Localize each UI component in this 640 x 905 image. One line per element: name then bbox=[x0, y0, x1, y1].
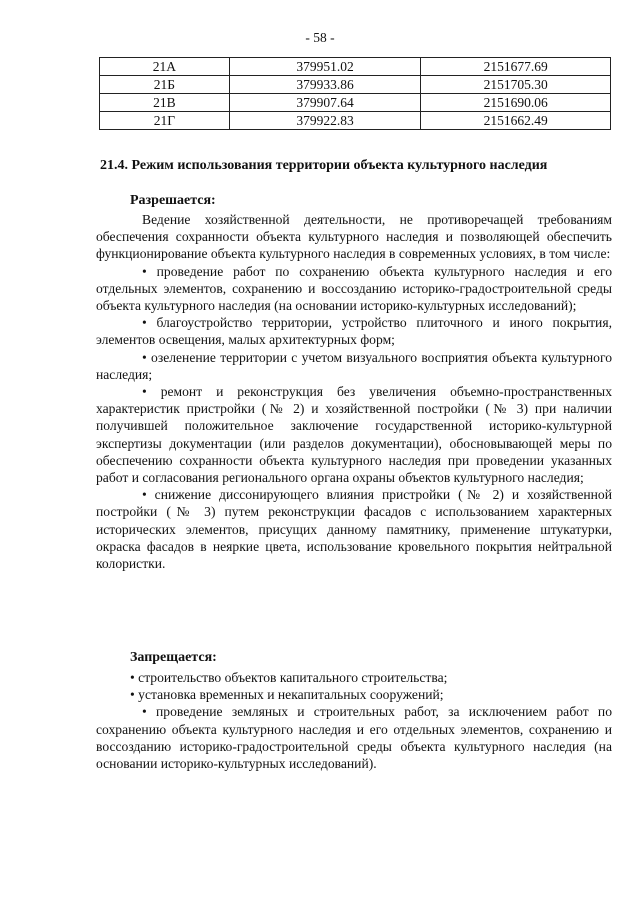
allowed-item: • проведение работ по сохранению объекта культурного наследия и его отдельных элементов, сохранению и воссозданию историко-градостроительной среды объекта культурного наследия (на основании историко-культурных исследований); bbox=[96, 263, 612, 314]
table-row bbox=[100, 94, 611, 112]
allowed-item: • снижение диссонирующего влияния пристройки (№ 2) и хозяйственной постройки (№ 3) путем реконструкции фасадов с использованием характерных исторических элементов, присущих данному памятнику, применение штукатурки, окраска фасадов в неяркие цвета, использование кровельного покрытия нейтральной колористки. bbox=[96, 487, 612, 572]
allowed-heading: Разрешается: bbox=[130, 193, 216, 208]
forbidden-item: • строительство объектов капитального строительства; bbox=[130, 670, 448, 685]
allowed-item: • ремонт и реконструкция без увеличения объемно-пространственных характеристик пристройки (№ 2) и хозяйственной постройки (№ 3) при наличии получившей положительное заключение государственной историко-культурной экспертизы документации (или разделов документации), обосновывающей меры по обеспечению сохранности объекта культурного наследия при проведении указанных работ и согласования регионального органа охраны объектов культурного наследия; bbox=[96, 384, 612, 486]
forbidden-heading: Запрещается: bbox=[130, 650, 217, 665]
point-id-cell: 21Б bbox=[100, 76, 230, 94]
x-coordinate-cell: 379951.02 bbox=[229, 58, 421, 76]
y-coordinate-cell: 2151662.49 bbox=[421, 112, 611, 130]
table-row bbox=[100, 112, 611, 130]
section-title: 21.4. Режим использования территории объекта культурного наследия bbox=[100, 158, 548, 173]
x-coordinate-cell: 379907.64 bbox=[229, 94, 421, 112]
point-id-cell: 21В bbox=[100, 94, 230, 112]
forbidden-item: • проведение земляных и строительных работ, за исключением работ по сохранению объекта культурного наследия и его отдельных элементов, сохранению и воссозданию историко-градостроительной среды объекта культурного наследия (на основании историко-культурных исследований). bbox=[96, 704, 612, 772]
point-id-cell: 21Г bbox=[100, 112, 230, 130]
forbidden-section bbox=[96, 669, 612, 772]
forbidden-item: • установка временных и некапитальных сооружений; bbox=[130, 687, 444, 703]
allowed-item: • благоустройство территории, устройство плиточного и иного покрытия, элементов освещения, малых архитектурных форм; bbox=[96, 315, 612, 348]
point-id-cell: 21А bbox=[100, 58, 230, 76]
table-row bbox=[100, 76, 611, 94]
table-row bbox=[100, 58, 611, 76]
y-coordinate-cell: 2151677.69 bbox=[421, 58, 611, 76]
page-number: - 58 - bbox=[305, 30, 335, 45]
coordinates-table bbox=[99, 57, 611, 130]
allowed-item: • озеленение территории с учетом визуального восприятия объекта культурного наследия; bbox=[96, 349, 612, 382]
allowed-section bbox=[96, 211, 612, 572]
y-coordinate-cell: 2151705.30 bbox=[421, 76, 611, 94]
x-coordinate-cell: 379922.83 bbox=[229, 112, 421, 130]
y-coordinate-cell: 2151690.06 bbox=[421, 94, 611, 112]
allowed-intro: Ведение хозяйственной деятельности, не противоречащей требованиям обеспечения сохранности объекта культурного наследия и позволяющей обеспечить функционирование объекта культурного наследия в современных условиях, в том числе: bbox=[96, 212, 612, 262]
x-coordinate-cell: 379933.86 bbox=[229, 76, 421, 94]
